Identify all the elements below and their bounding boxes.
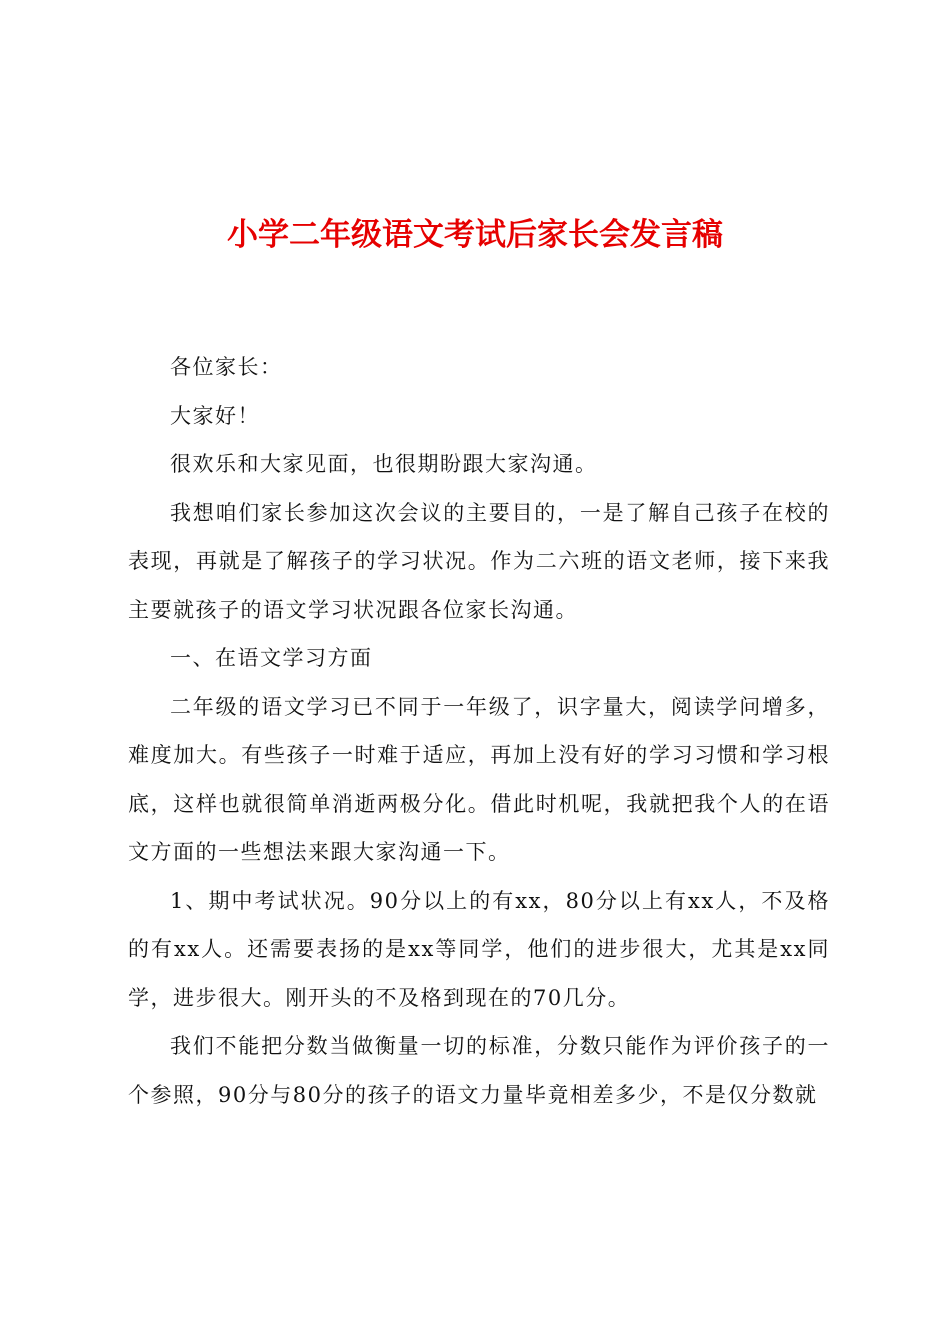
midterm-results-paragraph: 1、期中考试状况。90分以上的有xx，80分以上有xx人，不及格的有xx人。还需要表扬的是xx等同学，他们的进步很大，尤其是xx同学，进步很大。刚开头的不及格到现在的70几分。 (128, 888, 830, 1010)
purpose-paragraph: 我想咱们家长参加这次会议的主要目的，一是了解自己孩子在校的表现，再就是了解孩子的学习状况。作为二六班的语文老师，接下来我主要就孩子的语文学习状况跟各位家长沟通。 (128, 500, 830, 622)
salutation-paragraph: 各位家长： (170, 355, 283, 379)
document-title: 小学二年级语文考试后家长会发言稿 (227, 217, 723, 253)
score-evaluation-paragraph: 我们不能把分数当做衡量一切的标准，分数只能作为评价孩子的一个参照，90分与80分的孩子的语文力量毕竟相差多少，不是仅分数就 (128, 1034, 830, 1107)
grade-two-paragraph: 二年级的语文学习已不同于一年级了，识字量大，阅读学问增多，难度加大。有些孩子一时难于适应，再加上没有好的学习习惯和学习根底，这样也就很简单消逝两极分化。借此时机呢，我就把我个人的在语文方面的一些想法来跟大家沟通一下。 (128, 694, 830, 864)
section-heading-chinese-study: 一、在语文学习方面 (170, 646, 373, 670)
document-body (128, 343, 830, 1119)
greeting-paragraph: 大家好！ (170, 403, 260, 428)
intro-paragraph: 很欢乐和大家见面，也很期盼跟大家沟通。 (170, 452, 598, 476)
